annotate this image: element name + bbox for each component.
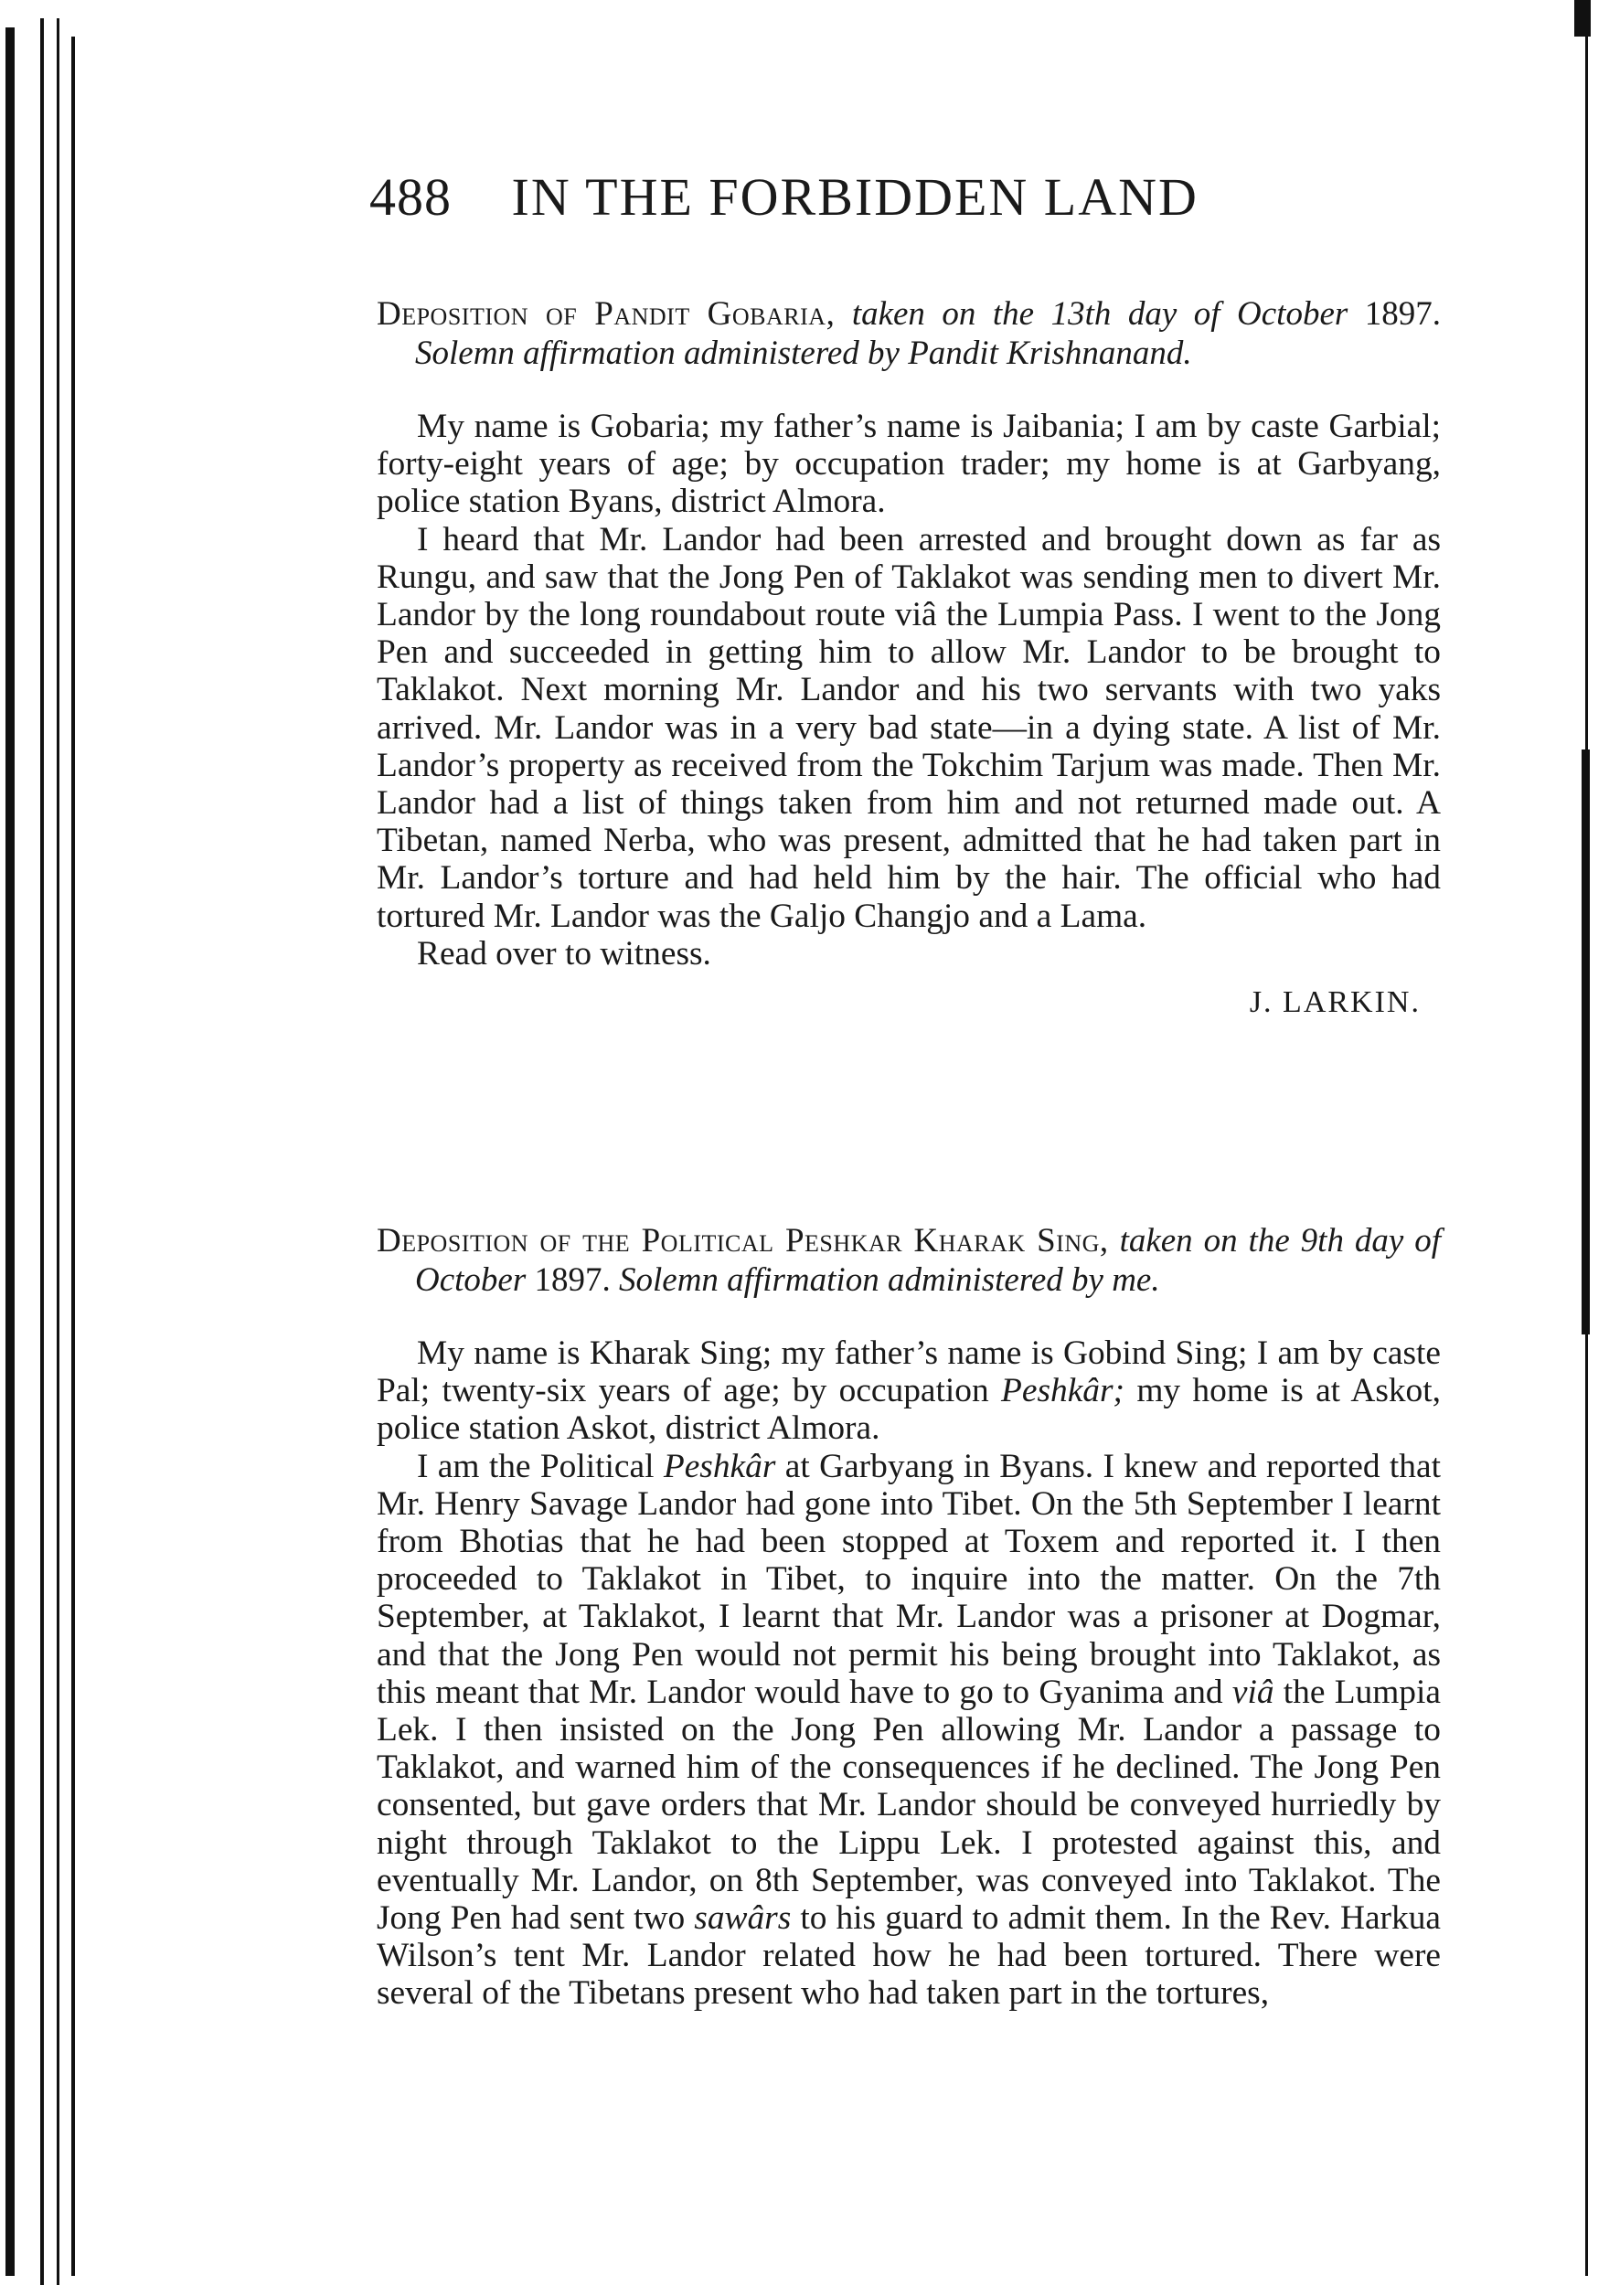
deposition-kharak-sing [377, 1221, 1441, 2013]
binding-edge-left-4 [71, 37, 75, 2276]
paragraph: My name is Kharak Sing; my father’s name is Gobind Sing; I am by caste Pal; twenty-six years of age; by occupation Peshkâr; my home is at Askot, police station Askot, district Almora. [377, 1334, 1441, 1448]
deposition-heading: Deposition of the Political Peshkar Kharak Sing, taken on the 9th day of October 1897. Solemn affirmation administered by me. [377, 1222, 1442, 1299]
binding-edge-left-3 [57, 18, 59, 2285]
paragraph: My name is Gobaria; my father’s name is Jaibania; I am by caste Garbial; forty-eight years of age; by occupation trader; my home is at Garbyang, police station Byans, district Almora. [377, 408, 1441, 521]
deposition-body [377, 408, 1441, 973]
deposition-heading: Deposition of Pandit Gobaria, taken on the 13th day of October 1897. Solemn affirmation administered by Pandit Krishnanand. [377, 295, 1441, 372]
page-edge-right-thick [1582, 749, 1590, 1334]
paragraph: Read over to witness. [417, 934, 711, 973]
page-corner-mark [1574, 0, 1591, 37]
binding-edge-left [5, 27, 15, 2276]
binding-edge-left-2 [40, 18, 44, 2285]
running-header [369, 166, 1199, 228]
paragraph: I am the Political Peshkâr at Garbyang in Byans. I knew and reported that Mr. Henry Savage Landor had gone into Tibet. On the 5th September I learnt from Bhotias that he had been stopped at Toxem and reported it. I then proceeded to Taklakot in Tibet, to inquire into the matter. On the 7th September, at Taklakot, I learnt that Mr. Landor was a prisoner at Dogmar, and that the Jong Pen would not permit his being brought into Taklakot, as this meant that Mr. Landor would have to go to Gyanima and viâ the Lumpia Lek. I then insisted on the Jong Pen allowing Mr. Landor a passage to Taklakot, and warned him of the consequences if he declined. The Jong Pen consented, but gave orders that Mr. Landor should be conveyed hurriedly by night through Taklakot to the Lippu Lek. I protested against this, and eventually Mr. Landor, on 8th September, was conveyed into Taklakot. The Jong Pen had sent two sawârs to his guard to admit them. In the Rev. Harkua Wilson’s tent Mr. Landor related how he had been tortured. There were several of the Tibetans present who had taken part in the tortures, [377, 1447, 1441, 2013]
signature: J. LARKIN. [1249, 985, 1421, 1020]
deposition-gobaria [377, 294, 1441, 1020]
deposition-body [377, 1334, 1441, 2013]
page-number: 488 [369, 167, 452, 227]
paragraph: I heard that Mr. Landor had been arrested and brought down as far as Rungu, and saw that the Jong Pen of Taklakot was sending men to divert Mr. Landor by the long roundabout route viâ the Lumpia Pass. I went to the Jong Pen and succeeded in getting him to allow Mr. Landor to be brought to Taklakot. Next morning Mr. Landor and his two servants with two yaks arrived. Mr. Landor was in a very bad state—in a dying state. A list of Mr. Landor’s property as received from the Tokchim Tarjum was made. Then Mr. Landor had a list of things taken from him and not returned made out. A Tibetan, named Nerba, who was present, admitted that he had taken part in Mr. Landor’s torture and had held him by the hair. The official who had tortured Mr. Landor was the Galjo Changjo and a Lama. [377, 520, 1441, 935]
book-title: IN THE FORBIDDEN LAND [511, 167, 1199, 227]
